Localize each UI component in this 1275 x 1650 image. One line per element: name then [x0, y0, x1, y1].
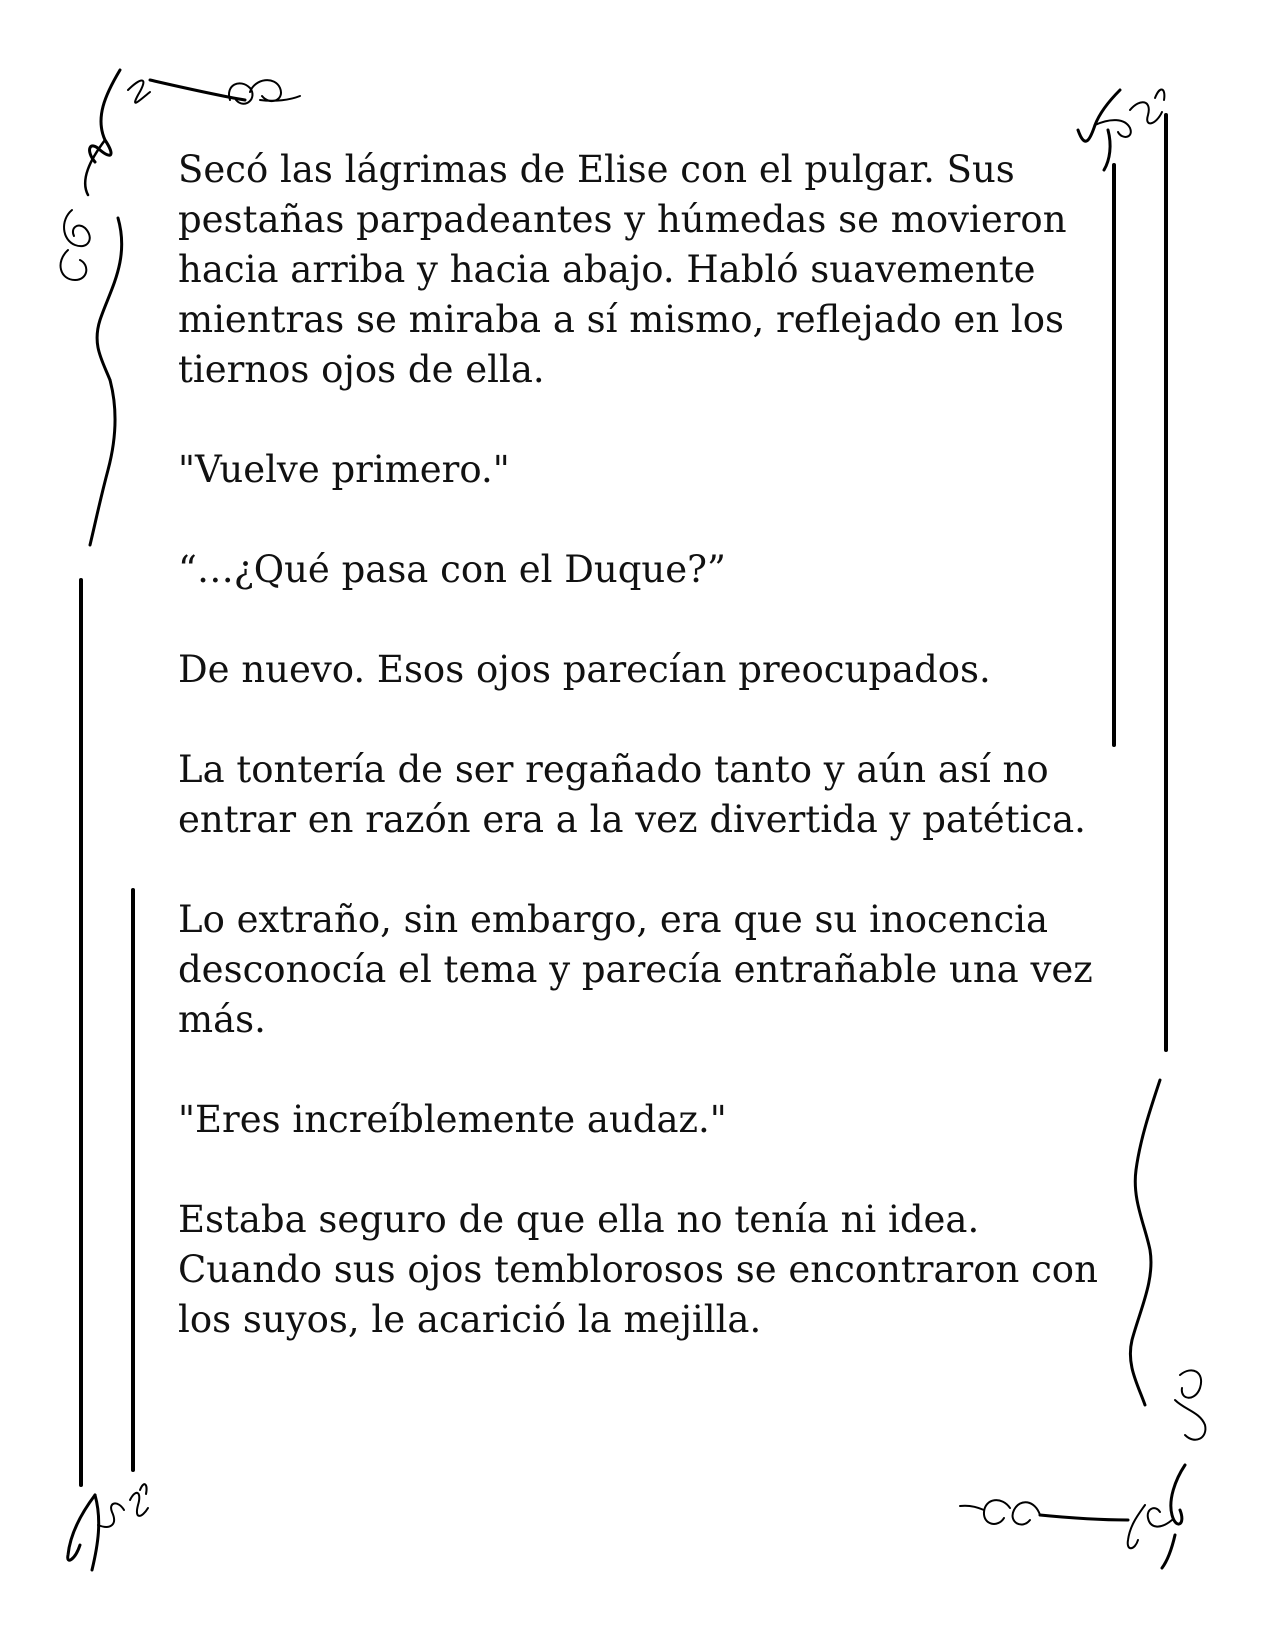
paragraph: “…¿Qué pasa con el Duque?”	[178, 548, 726, 591]
paragraph: De nuevo. Esos ojos parecían preocupados.	[178, 648, 991, 691]
paragraph: Estaba seguro de que ella no tenía ni idea. Cuando sus ojos temblorosos se encontraron con los suyos, le acarició la mejilla.	[178, 1198, 1098, 1341]
bottom-left-flourish	[68, 1484, 148, 1570]
paragraph: Secó las lágrimas de Elise con el pulgar. Sus pestañas parpadeantes y húmedas se movieron hacia arriba y hacia abajo. Habló suavemente mientras se miraba a sí mismo, reflejado en los tiernos ojos de ella.	[178, 148, 1067, 391]
story-text	[178, 145, 1098, 1345]
paragraph: Lo extraño, sin embargo, era que su inocencia desconocía el tema y parecía entrañable una vez más.	[178, 898, 1093, 1041]
paragraph: La tontería de ser regañado tanto y aún así no entrar en razón era a la vez divertida y patética.	[178, 748, 1086, 841]
paragraph: "Eres increíblemente audaz."	[178, 1098, 727, 1141]
paragraph: "Vuelve primero."	[178, 448, 510, 491]
